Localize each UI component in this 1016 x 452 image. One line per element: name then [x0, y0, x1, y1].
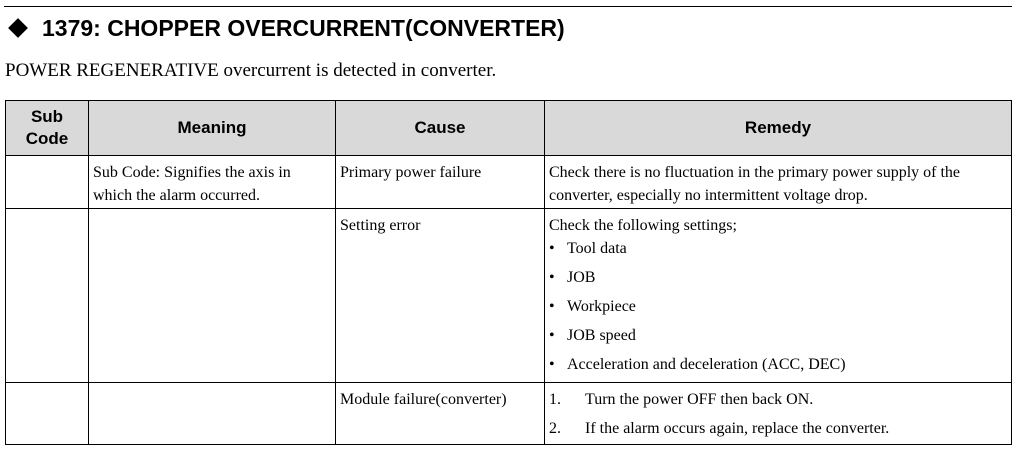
cell-sub-code [6, 383, 89, 445]
cell-meaning [89, 209, 336, 383]
bullet-icon: • [549, 240, 555, 257]
header-cause: Cause [336, 101, 545, 156]
top-rule [4, 6, 1012, 7]
cell-cause: Setting error [336, 209, 545, 383]
alarm-description: POWER REGENERATIVE overcurrent is detected in converter. [5, 60, 497, 81]
steps-list [549, 388, 1007, 440]
step-text: If the alarm occurs again, replace the converter. [585, 420, 890, 437]
table-row [6, 383, 1012, 445]
alarm-table [5, 100, 1012, 445]
cell-remedy: Check there is no fluctuation in the primary power supply of the converter, especially no intermittent voltage drop. [545, 156, 1012, 209]
step-number: 2. [549, 420, 561, 437]
list-item: • Workpiece [549, 295, 1007, 318]
table-row [6, 156, 1012, 209]
header-remedy: Remedy [545, 101, 1012, 156]
cell-cause: Module failure(converter) [336, 383, 545, 445]
step-text: Turn the power OFF then back ON. [585, 391, 814, 408]
table-row [6, 209, 1012, 383]
list-item: • Acceleration and deceleration (ACC, DEC) [549, 353, 1007, 376]
bullet-icon: • [549, 269, 555, 286]
settings-list [549, 237, 1007, 376]
bullet-icon: • [549, 298, 555, 315]
list-item: • JOB [549, 266, 1007, 289]
alarm-title: 1379: CHOPPER OVERCURRENT(CONVERTER) [42, 14, 565, 41]
bullet-icon: • [549, 356, 555, 373]
cell-sub-code [6, 156, 89, 209]
diamond-bullet-icon [8, 18, 28, 38]
header-sub-code: Sub Code [6, 101, 89, 156]
cell-remedy [545, 209, 1012, 383]
remedy-intro: Check the following settings; [549, 217, 737, 234]
cell-sub-code [6, 209, 89, 383]
header-meaning: Meaning [89, 101, 336, 156]
step-number: 1. [549, 391, 561, 408]
table-header-row [6, 101, 1012, 156]
cell-meaning: Sub Code: Signifies the axis in which the alarm occurred. [89, 156, 336, 209]
cell-cause: Primary power failure [336, 156, 545, 209]
bullet-icon: • [549, 327, 555, 344]
list-item: • Tool data [549, 237, 1007, 260]
cell-meaning [89, 383, 336, 445]
alarm-heading [6, 12, 565, 44]
list-item: • JOB speed [549, 324, 1007, 347]
list-item [549, 388, 1007, 411]
cell-remedy [545, 383, 1012, 445]
list-item [549, 417, 1007, 440]
